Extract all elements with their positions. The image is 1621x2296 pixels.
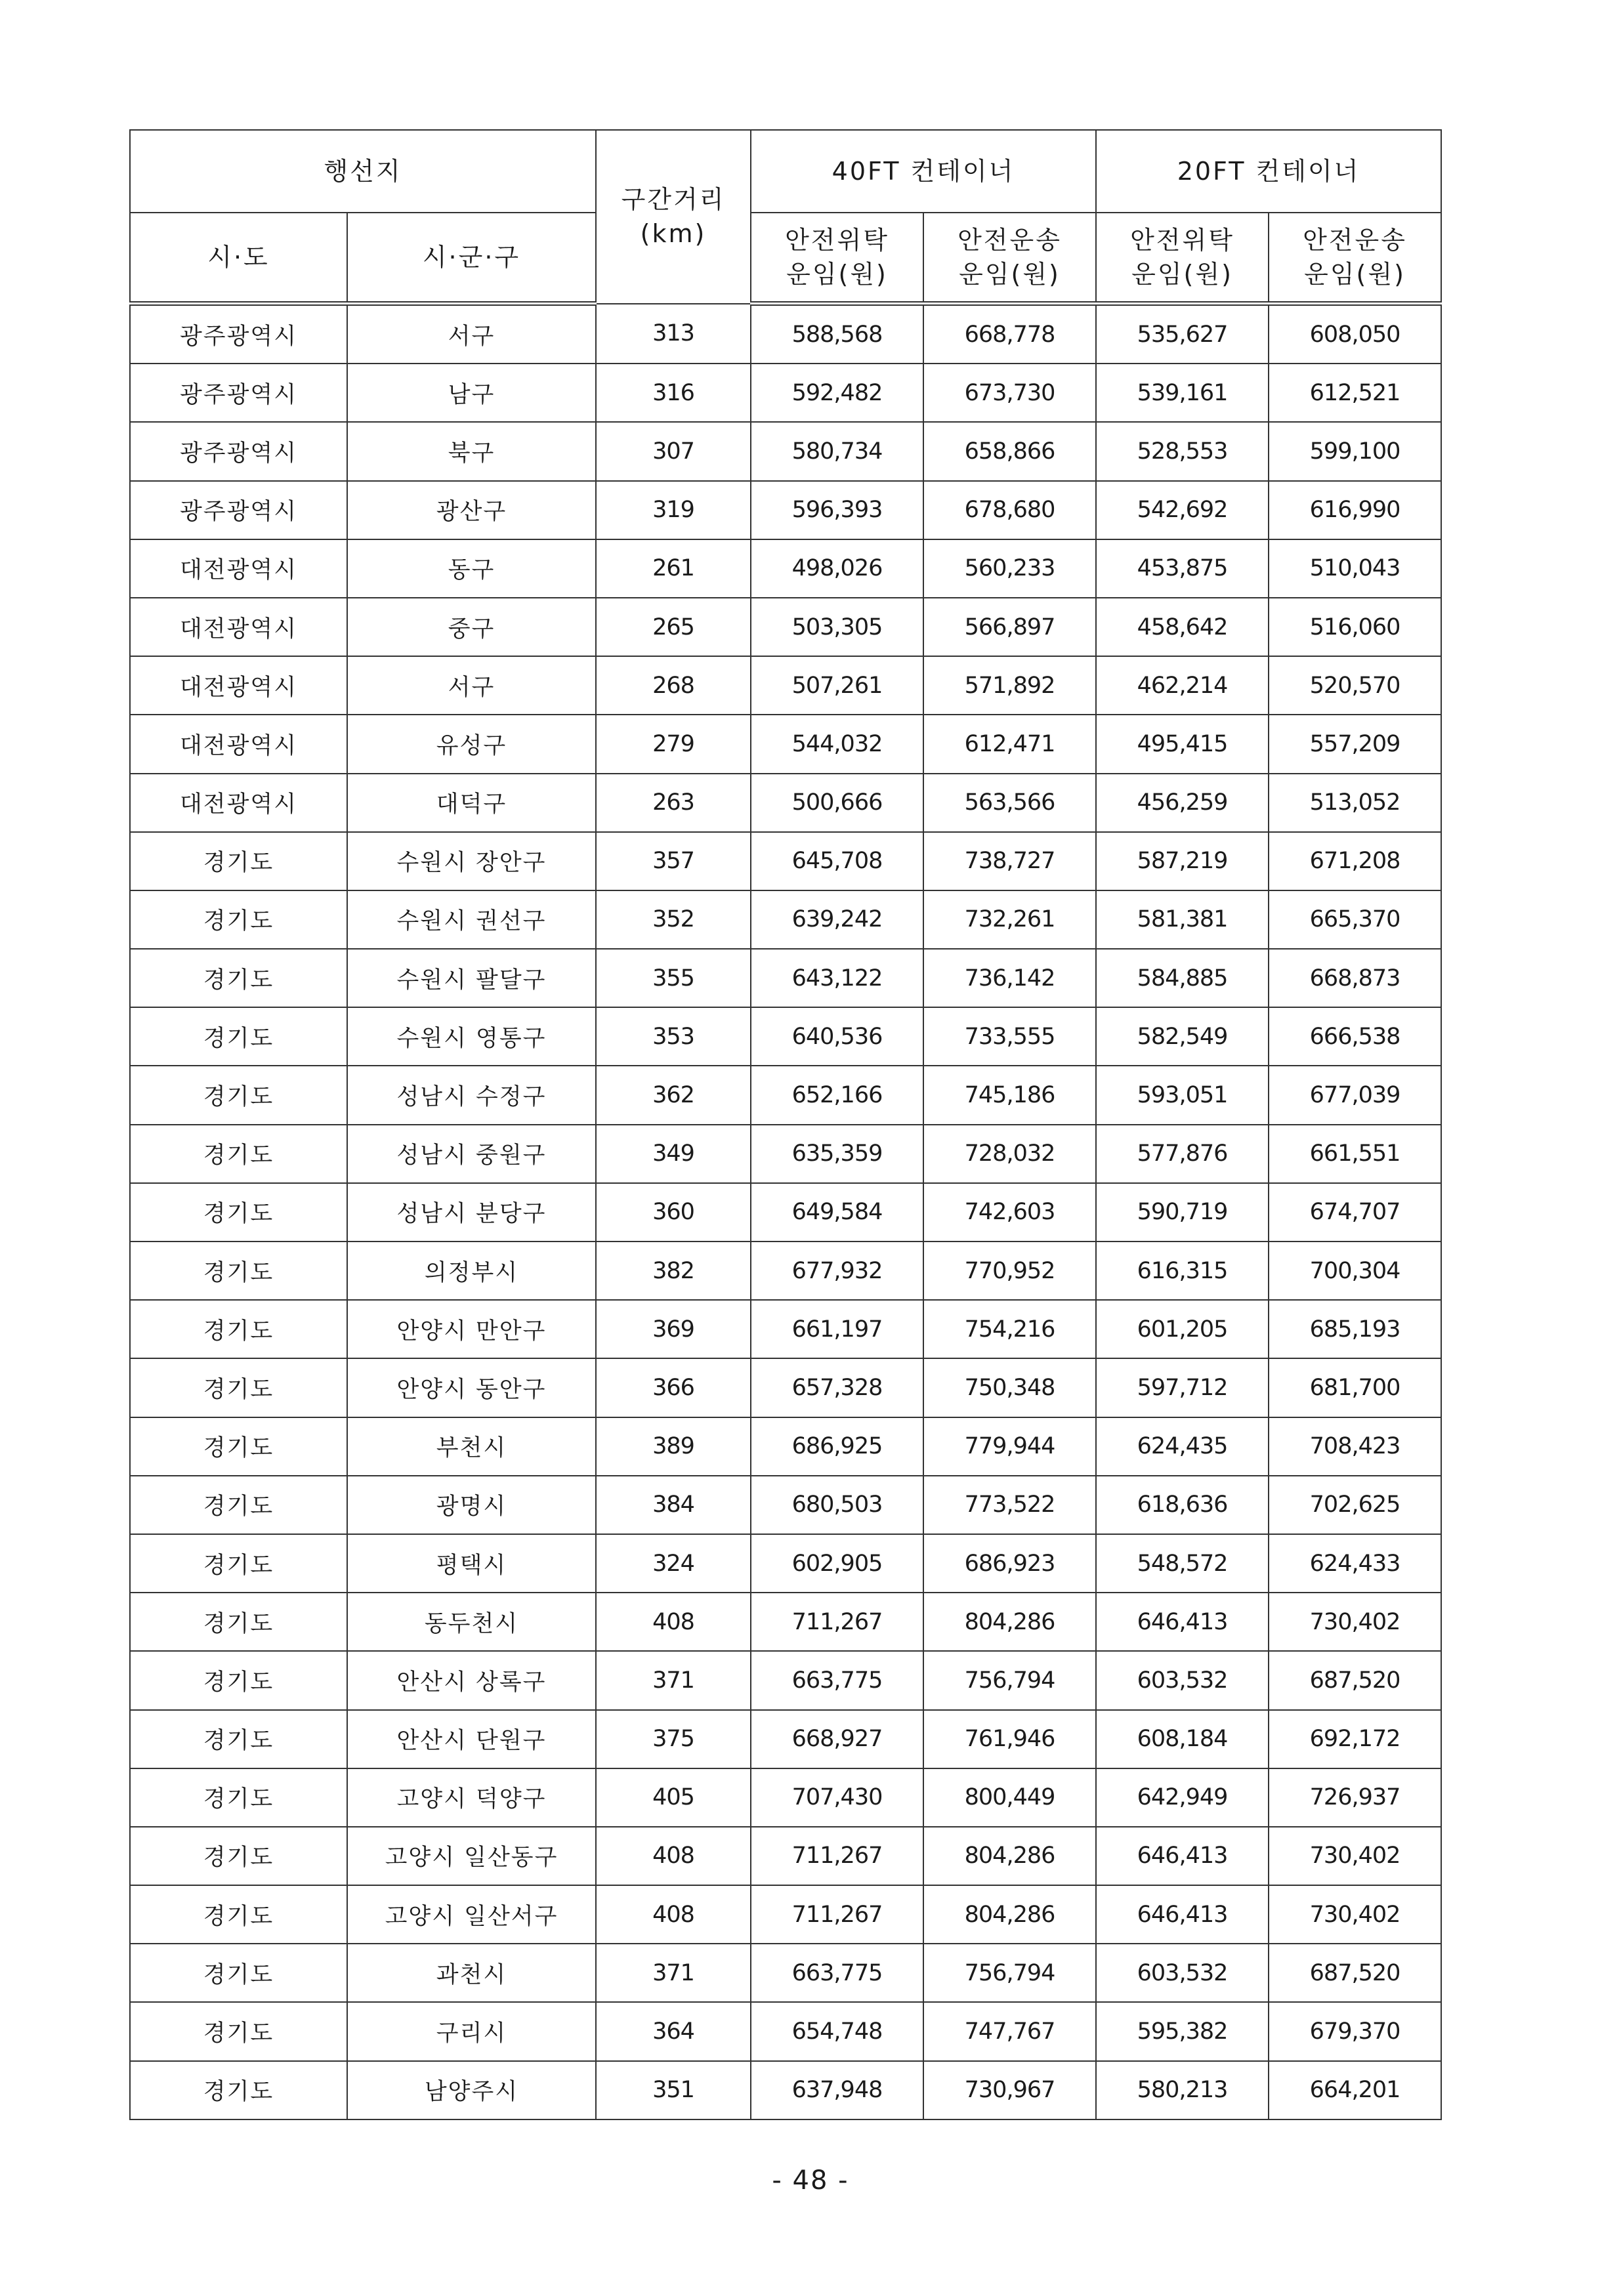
header-label: 안전운송 [958, 226, 1062, 255]
table-row [130, 832, 1441, 890]
cell-sido: 경기도 [130, 1651, 347, 1709]
cell-40ft-consign: 652,166 [751, 1066, 923, 1124]
cell-40ft-consign: 507,261 [751, 656, 923, 715]
cell-distance: 357 [596, 832, 751, 890]
cell-40ft-transport: 742,603 [923, 1183, 1096, 1242]
table-row [130, 1885, 1441, 1944]
cell-distance: 371 [596, 1651, 751, 1709]
cell-20ft-consign: 462,214 [1096, 656, 1269, 715]
cell-40ft-transport: 773,522 [923, 1476, 1096, 1534]
table-row [130, 2002, 1441, 2060]
table-row [130, 481, 1441, 539]
cell-distance: 263 [596, 774, 751, 832]
table-row [130, 598, 1441, 656]
cell-40ft-transport: 658,866 [923, 422, 1096, 480]
cell-sigungu: 광명시 [347, 1476, 596, 1534]
cell-sigungu: 남구 [347, 364, 596, 422]
cell-sigungu: 유성구 [347, 715, 596, 773]
cell-distance: 261 [596, 539, 751, 598]
cell-20ft-transport: 557,209 [1269, 715, 1441, 773]
cell-distance: 265 [596, 598, 751, 656]
cell-sido: 광주광역시 [130, 364, 347, 422]
table-row [130, 1944, 1441, 2002]
table-row [130, 1534, 1441, 1593]
cell-40ft-transport: 756,794 [923, 1944, 1096, 2002]
cell-20ft-consign: 584,885 [1096, 949, 1269, 1007]
cell-20ft-consign: 495,415 [1096, 715, 1269, 773]
cell-20ft-transport: 708,423 [1269, 1417, 1441, 1476]
cell-sido: 대전광역시 [130, 656, 347, 715]
cell-distance: 405 [596, 1768, 751, 1827]
header-label: 안전위탁 [785, 226, 889, 255]
cell-sigungu: 북구 [347, 422, 596, 480]
cell-sido: 경기도 [130, 1358, 347, 1417]
cell-40ft-consign: 580,734 [751, 422, 923, 480]
cell-40ft-transport: 761,946 [923, 1710, 1096, 1768]
header-sido: 시·도 [130, 213, 347, 304]
cell-40ft-consign: 645,708 [751, 832, 923, 890]
cell-sido: 대전광역시 [130, 774, 347, 832]
cell-40ft-consign: 596,393 [751, 481, 923, 539]
cell-sido: 경기도 [130, 2061, 347, 2119]
cell-20ft-consign: 646,413 [1096, 1885, 1269, 1944]
cell-40ft-consign: 635,359 [751, 1125, 923, 1183]
page-number: - 48 - [772, 2165, 849, 2196]
cell-distance: 313 [596, 304, 751, 364]
cell-20ft-transport: 599,100 [1269, 422, 1441, 480]
cell-sido: 대전광역시 [130, 539, 347, 598]
table-row [130, 949, 1441, 1007]
cell-40ft-transport: 571,892 [923, 656, 1096, 715]
table-row [130, 1183, 1441, 1242]
cell-sigungu: 동두천시 [347, 1593, 596, 1651]
cell-20ft-transport: 677,039 [1269, 1066, 1441, 1124]
cell-20ft-transport: 666,538 [1269, 1007, 1441, 1066]
cell-distance: 408 [596, 1827, 751, 1885]
cell-20ft-consign: 590,719 [1096, 1183, 1269, 1242]
table-row [130, 656, 1441, 715]
header-label: 안전운송 [1303, 226, 1407, 255]
cell-20ft-transport: 671,208 [1269, 832, 1441, 890]
cell-20ft-transport: 510,043 [1269, 539, 1441, 598]
table-row [130, 1300, 1441, 1358]
cell-40ft-consign: 668,927 [751, 1710, 923, 1768]
cell-sigungu: 수원시 팔달구 [347, 949, 596, 1007]
cell-distance: 316 [596, 364, 751, 422]
cell-sido: 광주광역시 [130, 481, 347, 539]
cell-40ft-consign: 686,925 [751, 1417, 923, 1476]
cell-sigungu: 동구 [347, 539, 596, 598]
cell-distance: 353 [596, 1007, 751, 1066]
cell-40ft-consign: 663,775 [751, 1651, 923, 1709]
cell-20ft-transport: 661,551 [1269, 1125, 1441, 1183]
header-distance-label: 구간거리 [621, 185, 726, 215]
cell-40ft-consign: 663,775 [751, 1944, 923, 2002]
cell-20ft-consign: 616,315 [1096, 1242, 1269, 1300]
cell-distance: 351 [596, 2061, 751, 2119]
cell-distance: 279 [596, 715, 751, 773]
cell-40ft-consign: 711,267 [751, 1827, 923, 1885]
cell-distance: 307 [596, 422, 751, 480]
header-20ft-consign-rate [1096, 213, 1269, 304]
cell-20ft-consign: 618,636 [1096, 1476, 1269, 1534]
cell-sigungu: 성남시 수정구 [347, 1066, 596, 1124]
cell-40ft-transport: 804,286 [923, 1827, 1096, 1885]
cell-20ft-consign: 581,381 [1096, 890, 1269, 949]
cell-40ft-transport: 733,555 [923, 1007, 1096, 1066]
cell-sido: 경기도 [130, 1710, 347, 1768]
header-unit: 운임(원) [959, 260, 1061, 289]
cell-20ft-transport: 730,402 [1269, 1593, 1441, 1651]
cell-distance: 319 [596, 481, 751, 539]
cell-40ft-transport: 686,923 [923, 1534, 1096, 1593]
cell-distance: 349 [596, 1125, 751, 1183]
table-row [130, 539, 1441, 598]
cell-40ft-consign: 602,905 [751, 1534, 923, 1593]
table-row [130, 364, 1441, 422]
cell-40ft-consign: 661,197 [751, 1300, 923, 1358]
cell-sido: 경기도 [130, 1768, 347, 1827]
cell-20ft-transport: 687,520 [1269, 1944, 1441, 2002]
cell-sigungu: 수원시 장안구 [347, 832, 596, 890]
cell-sigungu: 구리시 [347, 2002, 596, 2060]
cell-distance: 364 [596, 2002, 751, 2060]
cell-distance: 382 [596, 1242, 751, 1300]
cell-20ft-consign: 456,259 [1096, 774, 1269, 832]
cell-distance: 352 [596, 890, 751, 949]
cell-40ft-transport: 736,142 [923, 949, 1096, 1007]
cell-distance: 362 [596, 1066, 751, 1124]
cell-sigungu: 수원시 권선구 [347, 890, 596, 949]
cell-20ft-consign: 458,642 [1096, 598, 1269, 656]
cell-20ft-transport: 726,937 [1269, 1768, 1441, 1827]
cell-20ft-transport: 616,990 [1269, 481, 1441, 539]
cell-sigungu: 안양시 동안구 [347, 1358, 596, 1417]
cell-sido: 경기도 [130, 1476, 347, 1534]
cell-20ft-transport: 685,193 [1269, 1300, 1441, 1358]
cell-40ft-consign: 657,328 [751, 1358, 923, 1417]
cell-sigungu: 광산구 [347, 481, 596, 539]
cell-sido: 경기도 [130, 1417, 347, 1476]
cell-sigungu: 대덕구 [347, 774, 596, 832]
cell-20ft-transport: 679,370 [1269, 2002, 1441, 2060]
cell-sido: 경기도 [130, 890, 347, 949]
cell-sigungu: 고양시 일산서구 [347, 1885, 596, 1944]
cell-20ft-consign: 608,184 [1096, 1710, 1269, 1768]
cell-20ft-transport: 520,570 [1269, 656, 1441, 715]
cell-20ft-transport: 513,052 [1269, 774, 1441, 832]
cell-distance: 389 [596, 1417, 751, 1476]
cell-20ft-transport: 665,370 [1269, 890, 1441, 949]
cell-sido: 경기도 [130, 832, 347, 890]
table-row [130, 1417, 1441, 1476]
cell-20ft-consign: 548,572 [1096, 1534, 1269, 1593]
cell-40ft-transport: 566,897 [923, 598, 1096, 656]
cell-20ft-consign: 601,205 [1096, 1300, 1269, 1358]
header-unit: 운임(원) [786, 260, 888, 289]
table-row [130, 1242, 1441, 1300]
cell-sigungu: 고양시 덕양구 [347, 1768, 596, 1827]
cell-sigungu: 과천시 [347, 1944, 596, 2002]
cell-20ft-transport: 668,873 [1269, 949, 1441, 1007]
cell-40ft-transport: 668,778 [923, 304, 1096, 364]
cell-distance: 360 [596, 1183, 751, 1242]
cell-40ft-consign: 592,482 [751, 364, 923, 422]
cell-40ft-consign: 544,032 [751, 715, 923, 773]
header-destination: 행선지 [130, 130, 596, 213]
cell-40ft-transport: 612,471 [923, 715, 1096, 773]
cell-sigungu: 성남시 분당구 [347, 1183, 596, 1242]
cell-40ft-transport: 738,727 [923, 832, 1096, 890]
cell-sigungu: 부천시 [347, 1417, 596, 1476]
cell-40ft-transport: 770,952 [923, 1242, 1096, 1300]
cell-20ft-consign: 642,949 [1096, 1768, 1269, 1827]
cell-sido: 경기도 [130, 1242, 347, 1300]
cell-20ft-transport: 700,304 [1269, 1242, 1441, 1300]
header-distance-unit: (km) [640, 219, 707, 249]
cell-20ft-consign: 582,549 [1096, 1007, 1269, 1066]
table-row [130, 715, 1441, 773]
table-row [130, 304, 1441, 364]
header-unit: 운임(원) [1304, 260, 1406, 289]
cell-20ft-consign: 542,692 [1096, 481, 1269, 539]
cell-20ft-consign: 603,532 [1096, 1944, 1269, 2002]
header-sigungu: 시·군·구 [347, 213, 596, 304]
cell-20ft-transport: 702,625 [1269, 1476, 1441, 1534]
cell-40ft-transport: 779,944 [923, 1417, 1096, 1476]
cell-sido: 경기도 [130, 1066, 347, 1124]
cell-distance: 268 [596, 656, 751, 715]
cell-20ft-consign: 603,532 [1096, 1651, 1269, 1709]
header-distance [596, 130, 751, 304]
cell-sigungu: 안산시 상록구 [347, 1651, 596, 1709]
cell-20ft-consign: 539,161 [1096, 364, 1269, 422]
cell-40ft-transport: 673,730 [923, 364, 1096, 422]
cell-40ft-consign: 498,026 [751, 539, 923, 598]
table-row [130, 1358, 1441, 1417]
header-40ft-transport-rate [923, 213, 1096, 304]
header-40ft-consign-rate [751, 213, 923, 304]
cell-sido: 광주광역시 [130, 304, 347, 364]
cell-sido: 경기도 [130, 949, 347, 1007]
cell-distance: 355 [596, 949, 751, 1007]
cell-40ft-consign: 640,536 [751, 1007, 923, 1066]
table-row [130, 2061, 1441, 2119]
cell-sigungu: 의정부시 [347, 1242, 596, 1300]
table-row [130, 1768, 1441, 1827]
cell-40ft-transport: 678,680 [923, 481, 1096, 539]
cell-sigungu: 평택시 [347, 1534, 596, 1593]
cell-sigungu: 성남시 중원구 [347, 1125, 596, 1183]
cell-distance: 408 [596, 1885, 751, 1944]
cell-40ft-transport: 750,348 [923, 1358, 1096, 1417]
cell-40ft-transport: 730,967 [923, 2061, 1096, 2119]
cell-sigungu: 서구 [347, 304, 596, 364]
header-40ft-container: 40FT 컨테이너 [751, 130, 1096, 213]
cell-20ft-consign: 580,213 [1096, 2061, 1269, 2119]
cell-20ft-consign: 528,553 [1096, 422, 1269, 480]
table-row [130, 422, 1441, 480]
table-row [130, 774, 1441, 832]
cell-40ft-consign: 637,948 [751, 2061, 923, 2119]
cell-40ft-consign: 680,503 [751, 1476, 923, 1534]
cell-sido: 대전광역시 [130, 598, 347, 656]
cell-sido: 경기도 [130, 1593, 347, 1651]
cell-20ft-transport: 687,520 [1269, 1651, 1441, 1709]
cell-sido: 경기도 [130, 1007, 347, 1066]
cell-40ft-consign: 588,568 [751, 304, 923, 364]
cell-20ft-transport: 516,060 [1269, 598, 1441, 656]
cell-sigungu: 중구 [347, 598, 596, 656]
cell-distance: 369 [596, 1300, 751, 1358]
cell-20ft-consign: 597,712 [1096, 1358, 1269, 1417]
cell-20ft-transport: 730,402 [1269, 1885, 1441, 1944]
cell-sido: 경기도 [130, 1885, 347, 1944]
table-row [130, 1007, 1441, 1066]
cell-sigungu: 수원시 영통구 [347, 1007, 596, 1066]
cell-20ft-consign: 624,435 [1096, 1417, 1269, 1476]
table-row [130, 1125, 1441, 1183]
cell-20ft-consign: 595,382 [1096, 2002, 1269, 2060]
table-row [130, 1066, 1441, 1124]
cell-40ft-consign: 643,122 [751, 949, 923, 1007]
cell-sigungu: 안양시 만안구 [347, 1300, 596, 1358]
cell-sido: 경기도 [130, 1300, 347, 1358]
cell-40ft-transport: 745,186 [923, 1066, 1096, 1124]
header-20ft-transport-rate [1269, 213, 1441, 304]
cell-sido: 경기도 [130, 1125, 347, 1183]
cell-20ft-transport: 608,050 [1269, 304, 1441, 364]
cell-40ft-consign: 711,267 [751, 1593, 923, 1651]
table-body [130, 304, 1441, 2119]
cell-20ft-transport: 612,521 [1269, 364, 1441, 422]
cell-distance: 371 [596, 1944, 751, 2002]
freight-rate-table [129, 129, 1442, 2120]
cell-distance: 384 [596, 1476, 751, 1534]
cell-sido: 경기도 [130, 1534, 347, 1593]
cell-40ft-consign: 711,267 [751, 1885, 923, 1944]
header-label: 안전위탁 [1130, 226, 1234, 255]
cell-20ft-transport: 664,201 [1269, 2061, 1441, 2119]
cell-40ft-consign: 654,748 [751, 2002, 923, 2060]
cell-40ft-transport: 563,566 [923, 774, 1096, 832]
cell-20ft-consign: 593,051 [1096, 1066, 1269, 1124]
table-row [130, 1651, 1441, 1709]
cell-40ft-consign: 503,305 [751, 598, 923, 656]
header-20ft-container: 20FT 컨테이너 [1096, 130, 1441, 213]
cell-sigungu: 서구 [347, 656, 596, 715]
cell-40ft-consign: 649,584 [751, 1183, 923, 1242]
cell-20ft-consign: 535,627 [1096, 304, 1269, 364]
cell-40ft-consign: 677,932 [751, 1242, 923, 1300]
cell-40ft-transport: 560,233 [923, 539, 1096, 598]
cell-sigungu: 남양주시 [347, 2061, 596, 2119]
cell-40ft-transport: 804,286 [923, 1593, 1096, 1651]
cell-40ft-transport: 754,216 [923, 1300, 1096, 1358]
cell-40ft-transport: 747,767 [923, 2002, 1096, 2060]
cell-sido: 경기도 [130, 2002, 347, 2060]
table-row [130, 1827, 1441, 1885]
cell-sigungu: 안산시 단원구 [347, 1710, 596, 1768]
header-unit: 운임(원) [1131, 260, 1233, 289]
cell-20ft-consign: 453,875 [1096, 539, 1269, 598]
cell-20ft-consign: 646,413 [1096, 1827, 1269, 1885]
cell-sido: 경기도 [130, 1827, 347, 1885]
table-header [130, 130, 1441, 304]
cell-40ft-transport: 732,261 [923, 890, 1096, 949]
table-row [130, 1593, 1441, 1651]
cell-20ft-consign: 587,219 [1096, 832, 1269, 890]
cell-20ft-transport: 681,700 [1269, 1358, 1441, 1417]
cell-20ft-consign: 577,876 [1096, 1125, 1269, 1183]
cell-40ft-transport: 756,794 [923, 1651, 1096, 1709]
cell-distance: 366 [596, 1358, 751, 1417]
cell-distance: 375 [596, 1710, 751, 1768]
cell-distance: 324 [596, 1534, 751, 1593]
cell-40ft-transport: 804,286 [923, 1885, 1096, 1944]
table-row [130, 1476, 1441, 1534]
table-row [130, 1710, 1441, 1768]
cell-20ft-transport: 730,402 [1269, 1827, 1441, 1885]
cell-40ft-transport: 800,449 [923, 1768, 1096, 1827]
cell-sigungu: 고양시 일산동구 [347, 1827, 596, 1885]
cell-20ft-transport: 674,707 [1269, 1183, 1441, 1242]
cell-20ft-transport: 692,172 [1269, 1710, 1441, 1768]
cell-40ft-transport: 728,032 [923, 1125, 1096, 1183]
cell-distance: 408 [596, 1593, 751, 1651]
cell-sido: 경기도 [130, 1183, 347, 1242]
cell-20ft-consign: 646,413 [1096, 1593, 1269, 1651]
table-row [130, 890, 1441, 949]
cell-40ft-consign: 707,430 [751, 1768, 923, 1827]
cell-sido: 경기도 [130, 1944, 347, 2002]
cell-40ft-consign: 639,242 [751, 890, 923, 949]
cell-40ft-consign: 500,666 [751, 774, 923, 832]
cell-20ft-transport: 624,433 [1269, 1534, 1441, 1593]
cell-sido: 광주광역시 [130, 422, 347, 480]
cell-sido: 대전광역시 [130, 715, 347, 773]
